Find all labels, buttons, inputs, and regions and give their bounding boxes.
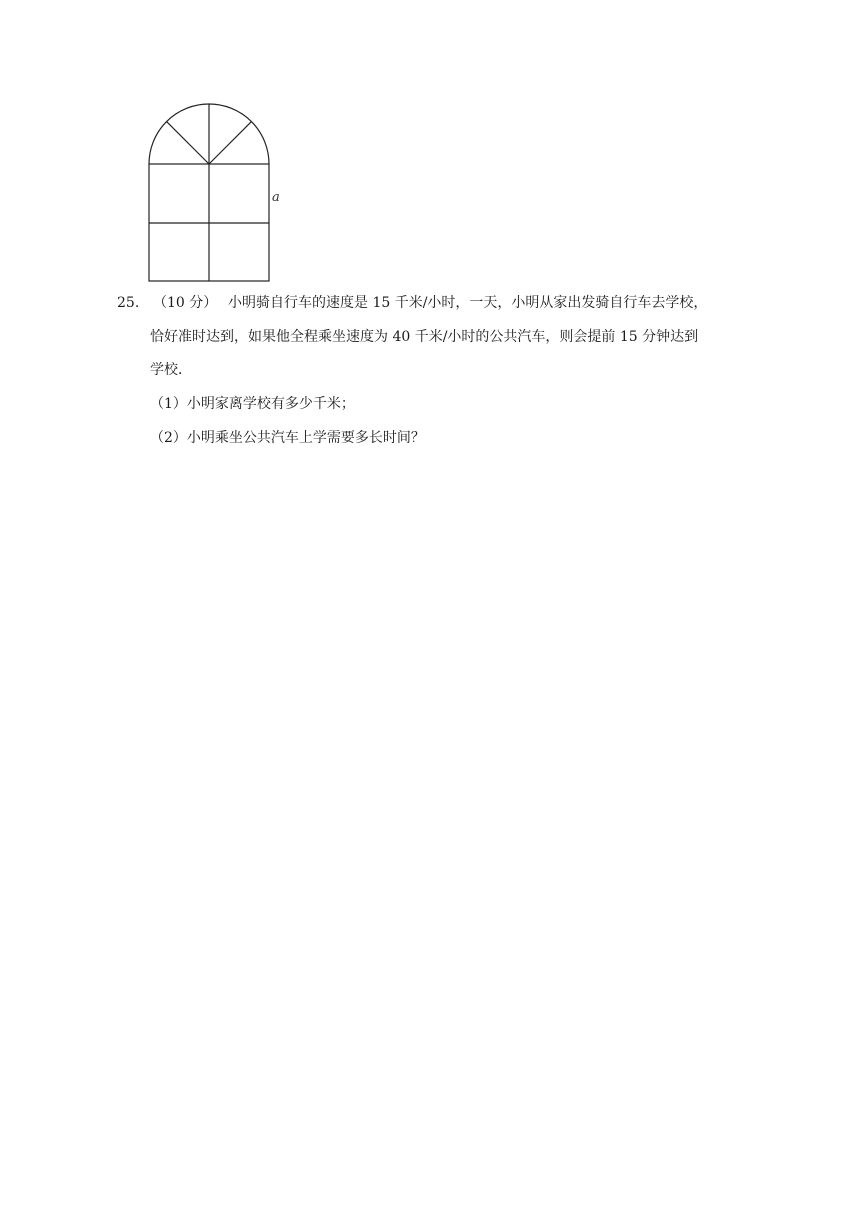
sub-question-1: （1）小明家离学校有多少千米； [150, 396, 355, 412]
window-diagram [140, 98, 290, 286]
window-figure [140, 98, 290, 286]
arch-spoke-left [167, 122, 209, 164]
side-length-label: a [272, 190, 280, 205]
question-score: （10 分） [153, 295, 218, 311]
arch-spoke-right [209, 122, 251, 164]
question-text-line-3: 学校． [150, 362, 192, 378]
question-number: 25. [117, 295, 140, 311]
sub-question-2: （2）小明乘坐公共汽车上学需要多长时间？ [150, 430, 425, 446]
question-text-line-1: 小明骑自行车的速度是 15 千米/小时，一天，小明从家出发骑自行车去学校， [228, 295, 708, 311]
question-text-line-2: 恰好准时达到，如果他全程乘坐速度为 40 千米/小时的公共汽车，则会提前 15 分钟达到 [150, 329, 699, 345]
